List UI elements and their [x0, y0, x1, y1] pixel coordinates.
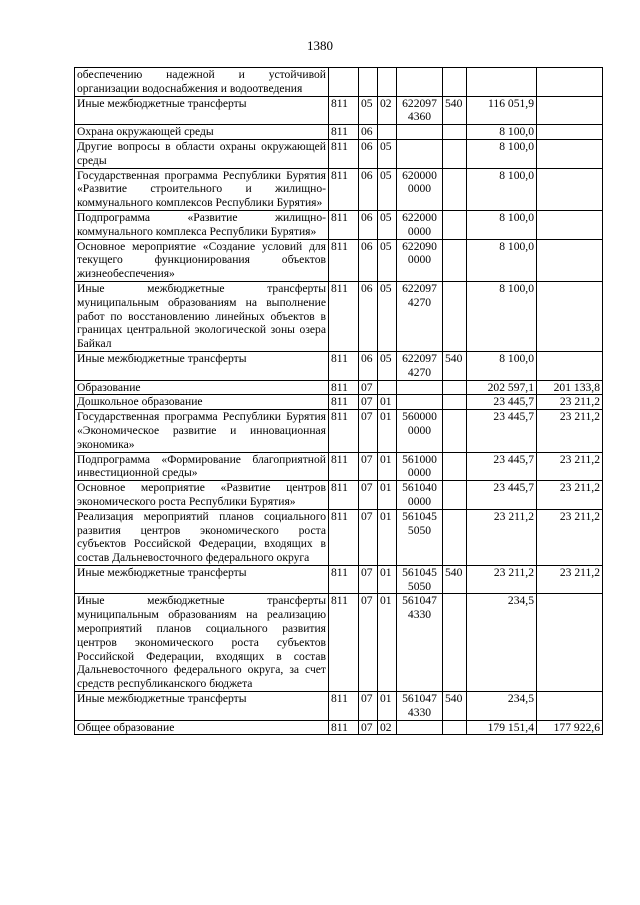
target-article-part-2: 0000 [407, 224, 432, 238]
row-expense-type [443, 68, 467, 97]
table-row [75, 452, 603, 481]
row-name: обеспечению надежной и устойчивой организации водоснабжения и водоотведения [75, 68, 329, 97]
target-article-part-2: 4270 [407, 365, 432, 379]
row-section-code: 06 [359, 281, 378, 351]
row-target-article [397, 239, 443, 281]
row-subsection-code: 01 [378, 692, 397, 721]
row-amount-year-2 [537, 692, 603, 721]
row-target-article [397, 720, 443, 735]
row-subsection-code: 05 [378, 281, 397, 351]
row-target-article [397, 380, 443, 395]
target-article-part-1: 561045 [402, 565, 437, 579]
row-subsection-code: 01 [378, 481, 397, 510]
row-amount-year-1: 8 100,0 [467, 125, 537, 140]
row-amount-year-1: 202 597,1 [467, 380, 537, 395]
row-section-code: 07 [359, 380, 378, 395]
row-subsection-code: 05 [378, 139, 397, 168]
row-section-code: 07 [359, 452, 378, 481]
target-article-part-1: 560000 [402, 410, 437, 424]
target-article-part-1: 561045 [402, 509, 437, 523]
row-section-code: 07 [359, 509, 378, 565]
target-article-part-2: 4330 [407, 705, 432, 719]
row-subsection-code: 05 [378, 168, 397, 210]
target-article-part-1: 561047 [402, 692, 437, 706]
table-row [75, 692, 603, 721]
target-article-part-2: 0000 [407, 253, 432, 267]
row-subsection-code: 05 [378, 210, 397, 239]
table-row [75, 594, 603, 692]
row-amount-year-1: 23 445,7 [467, 395, 537, 410]
row-name: Дошкольное образование [75, 395, 329, 410]
target-article-part-1: 561040 [402, 481, 437, 495]
row-section-code: 05 [359, 96, 378, 125]
target-article-part-2: 0000 [407, 494, 432, 508]
table-row [75, 380, 603, 395]
target-article-part-1: 620000 [402, 168, 437, 182]
row-amount-year-1: 23 211,2 [467, 565, 537, 594]
row-name: Другие вопросы в области охраны окружающей среды [75, 139, 329, 168]
row-expense-type: 540 [443, 565, 467, 594]
row-expense-type [443, 395, 467, 410]
row-grbs-code: 811 [329, 96, 359, 125]
row-amount-year-1: 8 100,0 [467, 351, 537, 380]
table-row [75, 68, 603, 97]
row-amount-year-1: 8 100,0 [467, 239, 537, 281]
target-article-part-1: 622000 [402, 210, 437, 224]
target-article-part-2: 4330 [407, 608, 432, 622]
row-amount-year-2 [537, 281, 603, 351]
row-amount-year-1: 23 211,2 [467, 509, 537, 565]
page-number: 1380 [307, 38, 333, 53]
row-subsection-code [378, 125, 397, 140]
row-amount-year-2 [537, 96, 603, 125]
row-grbs-code: 811 [329, 565, 359, 594]
row-expense-type [443, 139, 467, 168]
row-grbs-code: 811 [329, 125, 359, 140]
target-article-part-2: 0000 [407, 466, 432, 480]
row-amount-year-1: 179 151,4 [467, 720, 537, 735]
row-amount-year-2: 23 211,2 [537, 565, 603, 594]
row-expense-type: 540 [443, 351, 467, 380]
target-article-part-2: 4270 [407, 295, 432, 309]
table-row [75, 239, 603, 281]
row-amount-year-2 [537, 139, 603, 168]
row-target-article [397, 692, 443, 721]
row-grbs-code: 811 [329, 481, 359, 510]
row-target-article [397, 96, 443, 125]
row-expense-type: 540 [443, 692, 467, 721]
row-section-code: 07 [359, 692, 378, 721]
target-article-part-1: 622097 [402, 351, 437, 365]
row-subsection-code [378, 380, 397, 395]
row-amount-year-1: 234,5 [467, 594, 537, 692]
row-name: Иные межбюджетные трансферты [75, 692, 329, 721]
table-row [75, 395, 603, 410]
row-expense-type [443, 210, 467, 239]
row-amount-year-1: 8 100,0 [467, 210, 537, 239]
row-subsection-code: 01 [378, 509, 397, 565]
row-name: Охрана окружающей среды [75, 125, 329, 140]
row-amount-year-2: 23 211,2 [537, 452, 603, 481]
row-name: Образование [75, 380, 329, 395]
row-grbs-code: 811 [329, 594, 359, 692]
target-article-part-2: 4360 [407, 110, 432, 124]
target-article-part-1: 561000 [402, 452, 437, 466]
row-section-code: 07 [359, 594, 378, 692]
row-target-article [397, 68, 443, 97]
row-section-code: 06 [359, 168, 378, 210]
row-amount-year-1 [467, 68, 537, 97]
row-section-code: 07 [359, 481, 378, 510]
table-row [75, 481, 603, 510]
row-name: Общее образование [75, 720, 329, 735]
row-name: Основное мероприятие «Создание условий для текущего функционирования объектов жизнеобеспечения» [75, 239, 329, 281]
row-amount-year-1: 8 100,0 [467, 281, 537, 351]
row-grbs-code: 811 [329, 452, 359, 481]
row-section-code: 07 [359, 565, 378, 594]
target-article-part-1: 622097 [402, 281, 437, 295]
table-row [75, 96, 603, 125]
row-grbs-code: 811 [329, 720, 359, 735]
row-expense-type [443, 239, 467, 281]
table-row [75, 509, 603, 565]
row-target-article [397, 594, 443, 692]
row-subsection-code: 05 [378, 239, 397, 281]
row-section-code: 06 [359, 351, 378, 380]
table-row [75, 565, 603, 594]
row-grbs-code: 811 [329, 351, 359, 380]
target-article-part-2: 0000 [407, 182, 432, 196]
row-name: Подпрограмма «Формирование благоприятной инвестиционной среды» [75, 452, 329, 481]
target-article-part-2: 5050 [407, 523, 432, 537]
row-section-code: 07 [359, 720, 378, 735]
row-amount-year-1: 8 100,0 [467, 168, 537, 210]
row-subsection-code [378, 68, 397, 97]
table-row [75, 410, 603, 452]
row-target-article [397, 210, 443, 239]
target-article-part-2: 0000 [407, 423, 432, 437]
row-amount-year-1: 116 051,9 [467, 96, 537, 125]
table-row [75, 210, 603, 239]
row-grbs-code: 811 [329, 168, 359, 210]
row-target-article [397, 139, 443, 168]
row-section-code: 06 [359, 139, 378, 168]
row-name: Иные межбюджетные трансферты муниципальным образованиям на выполнение работ по восстановлению линейных объектов в границах центральной экологической зоны озера Байкал [75, 281, 329, 351]
row-target-article [397, 395, 443, 410]
row-amount-year-1: 234,5 [467, 692, 537, 721]
row-grbs-code: 811 [329, 210, 359, 239]
row-grbs-code [329, 68, 359, 97]
row-expense-type [443, 509, 467, 565]
row-target-article [397, 565, 443, 594]
row-subsection-code: 02 [378, 720, 397, 735]
row-name: Реализация мероприятий планов социального развития центров экономического роста субъектов Российской Федерации, входящих в состав Дальневосточного федерального округа [75, 509, 329, 565]
row-grbs-code: 811 [329, 692, 359, 721]
row-grbs-code: 811 [329, 380, 359, 395]
budget-table-body [75, 68, 603, 735]
row-amount-year-2 [537, 239, 603, 281]
row-expense-type [443, 720, 467, 735]
row-name: Иные межбюджетные трансферты муниципальным образованиям на реализацию мероприятий планов социального развития центров экономического роста субъектов Российской Федерации, входящих в состав Дальневосточного федерального округа, за счет средств республиканского бюджета [75, 594, 329, 692]
row-grbs-code: 811 [329, 509, 359, 565]
row-amount-year-2: 177 922,6 [537, 720, 603, 735]
row-expense-type [443, 452, 467, 481]
row-subsection-code: 02 [378, 96, 397, 125]
row-amount-year-2 [537, 68, 603, 97]
row-name: Государственная программа Республики Бурятия «Экономическое развитие и инновационная экономика» [75, 410, 329, 452]
row-name: Основное мероприятие «Развитие центров экономического роста Республики Бурятия» [75, 481, 329, 510]
row-expense-type [443, 168, 467, 210]
row-grbs-code: 811 [329, 239, 359, 281]
row-name: Государственная программа Республики Бурятия «Развитие строительного и жилищно-коммунального комплексов Республики Бурятия» [75, 168, 329, 210]
row-name: Подпрограмма «Развитие жилищно-коммунального комплекса Республики Бурятия» [75, 210, 329, 239]
row-grbs-code: 811 [329, 139, 359, 168]
row-grbs-code: 811 [329, 410, 359, 452]
row-subsection-code: 01 [378, 452, 397, 481]
row-amount-year-2: 23 211,2 [537, 410, 603, 452]
row-target-article [397, 481, 443, 510]
row-grbs-code: 811 [329, 395, 359, 410]
row-section-code: 07 [359, 395, 378, 410]
row-target-article [397, 281, 443, 351]
table-row [75, 281, 603, 351]
row-subsection-code: 01 [378, 594, 397, 692]
table-row [75, 125, 603, 140]
row-amount-year-2 [537, 168, 603, 210]
row-section-code [359, 68, 378, 97]
target-article-part-1: 622097 [402, 96, 437, 110]
row-subsection-code: 01 [378, 410, 397, 452]
row-amount-year-2: 23 211,2 [537, 509, 603, 565]
row-section-code: 07 [359, 410, 378, 452]
row-target-article [397, 509, 443, 565]
row-target-article [397, 410, 443, 452]
row-expense-type [443, 481, 467, 510]
row-amount-year-2 [537, 210, 603, 239]
row-name: Иные межбюджетные трансферты [75, 565, 329, 594]
row-amount-year-1: 23 445,7 [467, 410, 537, 452]
row-amount-year-2: 23 211,2 [537, 395, 603, 410]
table-row [75, 139, 603, 168]
row-section-code: 06 [359, 239, 378, 281]
row-amount-year-2 [537, 125, 603, 140]
row-target-article [397, 125, 443, 140]
row-subsection-code: 01 [378, 395, 397, 410]
table-row [75, 351, 603, 380]
row-expense-type [443, 281, 467, 351]
row-subsection-code: 05 [378, 351, 397, 380]
row-expense-type [443, 125, 467, 140]
row-subsection-code: 01 [378, 565, 397, 594]
row-section-code: 06 [359, 125, 378, 140]
target-article-part-1: 622090 [402, 239, 437, 253]
row-expense-type [443, 380, 467, 395]
table-row [75, 168, 603, 210]
row-target-article [397, 168, 443, 210]
row-section-code: 06 [359, 210, 378, 239]
row-amount-year-1: 23 445,7 [467, 452, 537, 481]
row-amount-year-1: 23 445,7 [467, 481, 537, 510]
row-name: Иные межбюджетные трансферты [75, 96, 329, 125]
row-name: Иные межбюджетные трансферты [75, 351, 329, 380]
budget-table [74, 67, 603, 735]
row-target-article [397, 452, 443, 481]
row-amount-year-2: 201 133,8 [537, 380, 603, 395]
row-amount-year-1: 8 100,0 [467, 139, 537, 168]
row-expense-type [443, 410, 467, 452]
row-expense-type [443, 594, 467, 692]
row-amount-year-2: 23 211,2 [537, 481, 603, 510]
table-row [75, 720, 603, 735]
row-amount-year-2 [537, 594, 603, 692]
row-target-article [397, 351, 443, 380]
row-amount-year-2 [537, 351, 603, 380]
target-article-part-1: 561047 [402, 594, 437, 608]
target-article-part-2: 5050 [407, 579, 432, 593]
row-expense-type: 540 [443, 96, 467, 125]
row-grbs-code: 811 [329, 281, 359, 351]
